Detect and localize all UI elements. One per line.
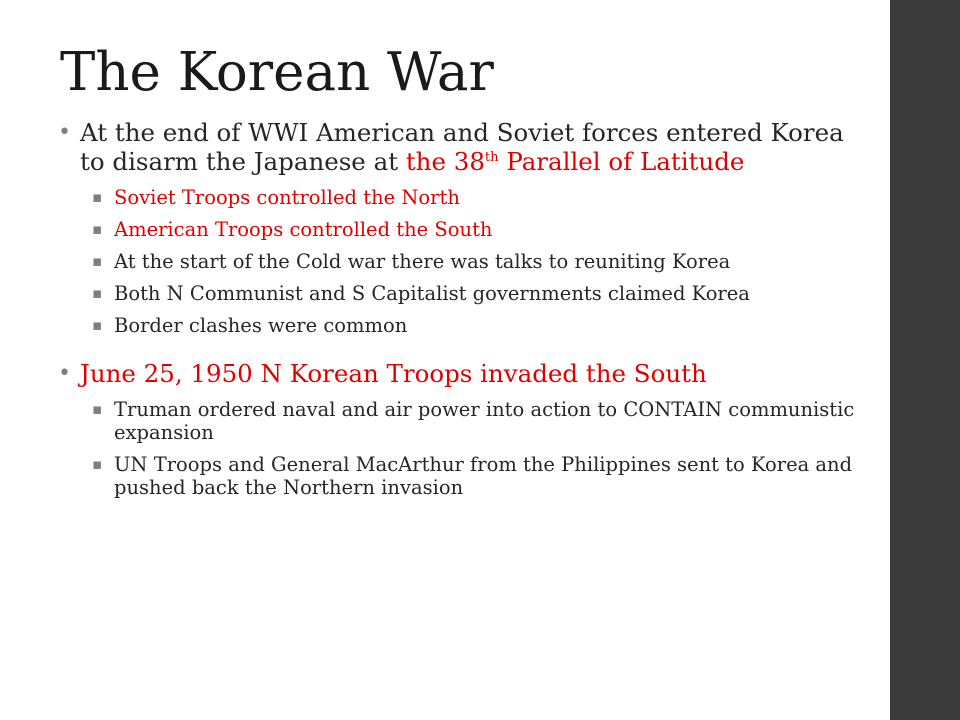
sub-bullet-1-3	[58, 250, 858, 273]
square-bullet-icon: ▪	[92, 455, 103, 473]
sub-bullet-text: Truman ordered naval and air power into action to CONTAIN communistic expansion	[114, 398, 855, 444]
sub-bullet-1-2	[58, 218, 858, 241]
sub-bullet-text: Both N Communist and S Capitalist governments claimed Korea	[114, 282, 750, 305]
square-bullet-icon: ▪	[92, 252, 103, 270]
sub-bullet-text: UN Troops and General MacArthur from the Philippines sent to Korea and pushed back the Northern invasion	[114, 453, 853, 499]
square-bullet-icon: ▪	[92, 188, 103, 206]
sub-bullet-1-5	[58, 314, 858, 337]
sub-bullet-text: Soviet Troops controlled the North	[114, 186, 460, 209]
bullet-1	[58, 118, 858, 176]
bullet-1-superscript: th	[484, 150, 499, 165]
sub-bullet-2-2	[58, 453, 858, 499]
side-bar	[890, 0, 960, 720]
sub-bullet-text: At the start of the Cold war there was talks to reuniting Korea	[114, 250, 731, 273]
bullet-2-text: June 25, 1950 N Korean Troops invaded the South	[80, 359, 707, 388]
square-bullet-icon: ▪	[92, 220, 103, 238]
sub-bullet-1-1	[58, 186, 858, 209]
square-bullet-icon: ▪	[92, 316, 103, 334]
sub-bullet-1-4	[58, 282, 858, 305]
square-bullet-icon: ▪	[92, 400, 103, 418]
sub-bullet-text: American Troops controlled the South	[114, 218, 493, 241]
sub-bullet-2-1	[58, 398, 858, 444]
slide-title: The Korean War	[60, 42, 494, 103]
bullet-2	[58, 359, 858, 388]
bullet-1-highlight-end: Parallel of Latitude	[498, 147, 745, 176]
square-bullet-icon: ▪	[92, 284, 103, 302]
bullet-1-highlight: the 38	[405, 147, 485, 176]
sub-bullet-text: Border clashes were common	[114, 314, 408, 337]
slide-body	[58, 118, 858, 499]
bullet-1-text: At the end of WWI American and Soviet forces entered Korea to disarm the Japanese at	[80, 118, 844, 176]
bullet-dot-icon: •	[58, 120, 71, 145]
bullet-dot-icon: •	[58, 361, 71, 386]
